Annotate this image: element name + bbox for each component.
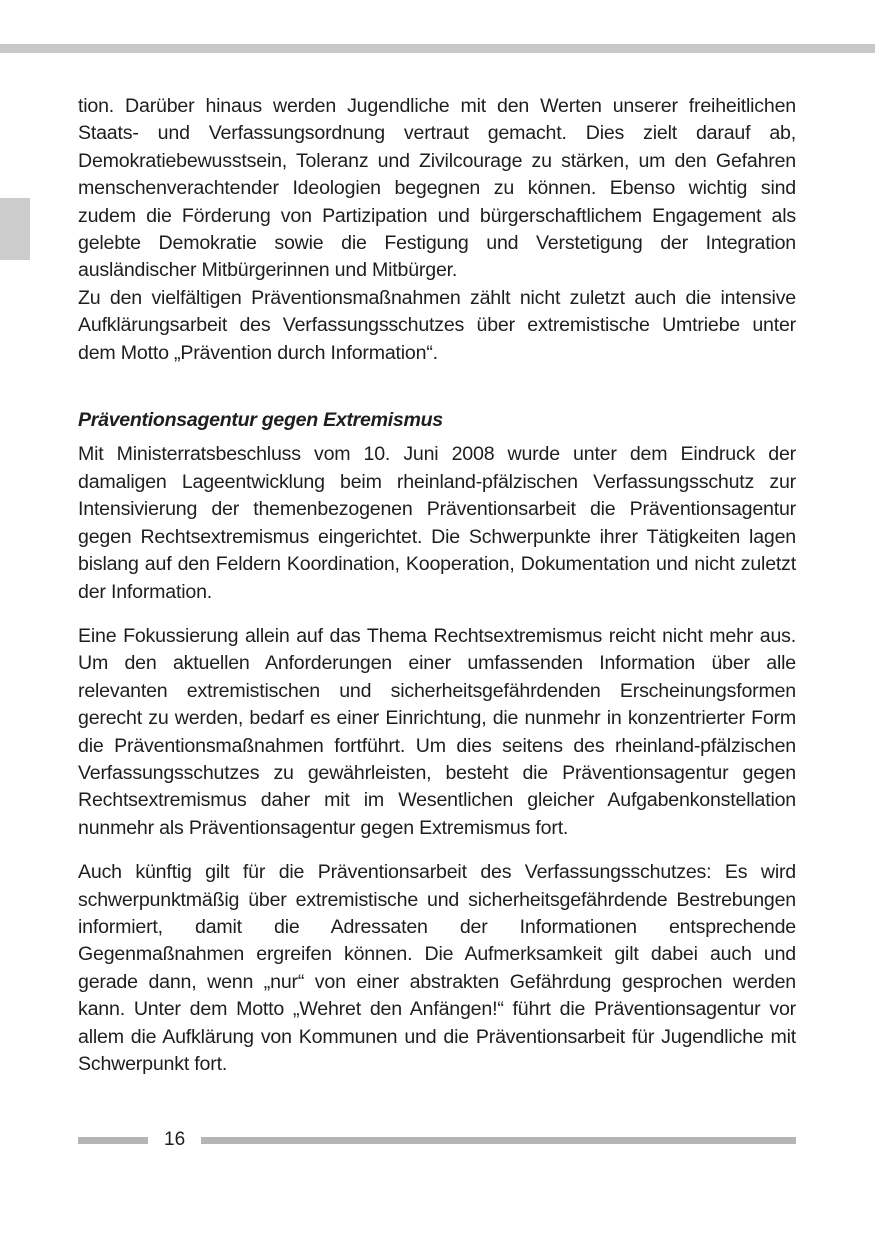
page-content [78,93,796,1078]
body-paragraph: Eine Fokussierung allein auf das Thema Rechtsextremismus reicht nicht mehr aus. Um den aktuellen Anforderungen einer umfassenden Information über alle relevanten extremistischen und sicherheitsgefährdenden Erscheinungsformen gerecht zu werden, bedarf es einer Einrichtung, die nunmehr in konzentrierter Form die Präventionsmaßnahmen fortführt. Um dies seitens des rheinland-pfälzischen Verfassungsschutzes zu gewährleisten, besteht die Präventionsagentur gegen Rechtsextremismus daher mit im Wesentlichen gleicher Aufgabenkonstellation nunmehr als Präventionsagentur gegen Extremismus fort. [78,624,796,839]
spacer [78,842,796,859]
spacer [78,367,796,407]
chapter-tab-marker [0,198,30,260]
body-paragraph: Auch künftig gilt für die Präventionsarbeit des Verfassungsschutzes: Es wird schwerpunktmäßig über extremistische und sicherheitsgefährdende Bestrebungen informiert, damit die Adressaten der Informationen entsprechende Gegenmaßnahmen ergreifen können. Die Aufmerksamkeit gilt dabei auch und gerade dann, wenn „nur“ von einer abstrakten Gefährdung gesprochen werden kann. Unter dem Motto „Wehret den Anfängen!“ führt die Präventionsagentur vor allem die Aufklärung von Kommunen und die Präventionsarbeit für Jugendliche mit Schwerpunkt fort. [78,861,796,1075]
body-paragraph: Zu den vielfältigen Präventionsmaßnahmen zählt nicht zuletzt auch die intensive Aufklärungsarbeit des Verfassungsschutzes über extremistische Umtriebe unter dem Motto „Prävention durch Information“. [78,286,796,364]
header-rule [0,44,875,53]
page-number: 16 [164,1129,186,1150]
body-paragraph: Mit Ministerratsbeschluss vom 10. Juni 2008 wurde unter dem Eindruck der damaligen Lageentwicklung beim rheinland-pfälzischen Verfassungsschutz zur Intensivierung der themenbezogenen Präventionsarbeit die Präventionsagentur gegen Rechtsextremismus eingerichtet. Die Schwerpunkte ihrer Tätigkeiten lagen bislang auf den Feldern Koordination, Kooperation, Dokumentation und nicht zuletzt der Information. [78,443,796,603]
spacer [78,434,796,441]
section-heading: Präventionsagentur gegen Extremismus [78,409,443,432]
footer-rule-left [78,1137,148,1144]
spacer [78,606,796,623]
footer-rule-right [201,1137,796,1144]
body-paragraph: tion. Darüber hinaus werden Jugendliche mit den Werten unserer freiheitlichen Staats- und Verfassungsordnung vertraut gemacht. Dies zielt darauf ab, Demokratiebewusstsein, Toleranz und Zivilcourage zu stärken, um den Gefahren menschenverachtender Ideologien begegnen zu können. Ebenso wichtig sind zudem die Förderung von Partizipation und bürgerschaftlichem Engagement als gelebte Demokratie sowie die Festigung und Verstetigung der Integration ausländischer Mitbürgerinnen und Mitbürger. [78,95,796,282]
page-footer [78,1128,796,1152]
